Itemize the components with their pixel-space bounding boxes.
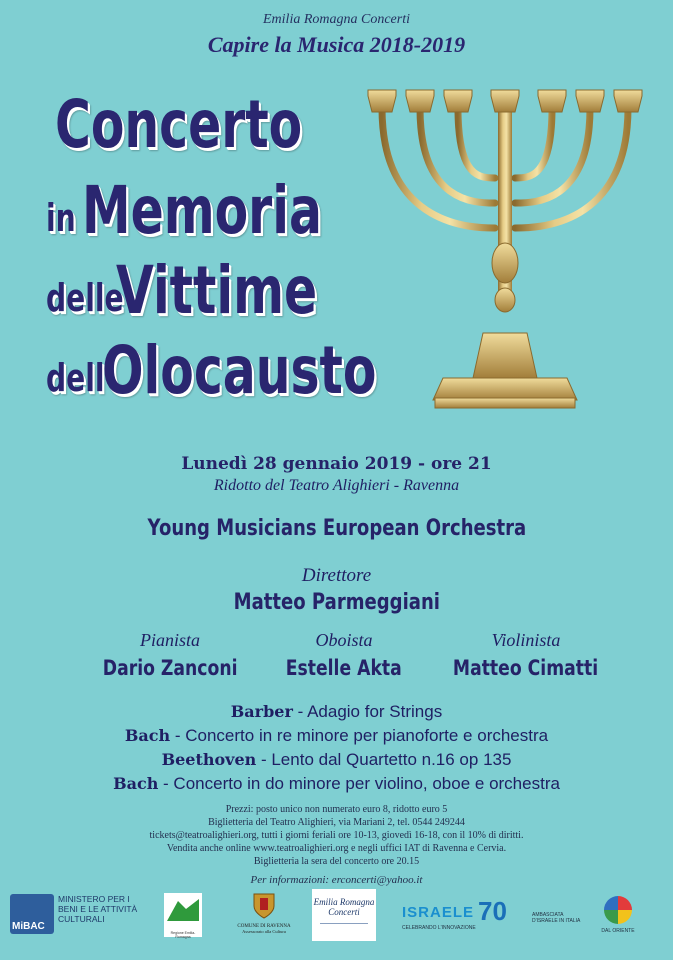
soloist-name-3: Matteo Cimatti [453, 656, 599, 680]
orchestra-label: Young Musicians European Orchestra [147, 516, 526, 541]
program-composer-2: Bach [124, 726, 171, 745]
program-composer-1: Barber [230, 702, 293, 721]
program-work-4: - Concerto in do minore per violino, oboe e orchestra [158, 774, 560, 793]
ambasciata-text: AMBASCIATA D'ISRAELE IN ITALIA [532, 912, 581, 924]
program-composer-3: Beethoven [161, 750, 257, 769]
israele-text: ISRAELE [402, 904, 475, 921]
soloist-role-1: Pianista [139, 630, 200, 650]
comune-crest [251, 892, 277, 920]
conductor-name-row [0, 590, 673, 615]
israele-number: 70 [478, 896, 507, 926]
erc-line2: Concerti [328, 907, 360, 917]
comune-text: COMUNE DI RAVENNA [237, 924, 291, 929]
conductor-role: Direttore [301, 565, 372, 586]
soloist-role-3: Violinista [491, 630, 561, 650]
title-small-dell: dell’ [46, 356, 116, 400]
soloist-name-3-wrap [416, 656, 636, 680]
ticket-line-4: Vendita anche online www.teatroalighieri.org e negli uffici IAT di Ravenna e Cervia. [166, 843, 507, 854]
orchestra-name [0, 516, 673, 541]
last-logo-text: DAL ORIENTE [601, 928, 635, 934]
ticket-line-2: Biglietteria del Teatro Alighieri, via Mariani 2, tel. 0544 249244 [208, 817, 465, 828]
program-work-2: - Concerto in re minore per pianoforte e orchestra [170, 726, 549, 745]
soloist-name-1: Dario Zanconi [102, 656, 238, 680]
logo-comune [232, 892, 296, 942]
season-title: Capire la Musica 2018-2019 [207, 32, 466, 57]
program-item-4 [0, 774, 673, 794]
ticket-line-1: Prezzi: posto unico non numerato euro 8, ridotto euro 5 [225, 804, 448, 815]
logo-last [600, 896, 636, 940]
title-memoria: Memoria [82, 172, 322, 249]
logo-erc [312, 889, 376, 941]
soloist-role-2: Oboista [315, 630, 373, 650]
title-small-delle: delle [46, 276, 124, 320]
comune-sub: Assessorato alla Cultura [242, 929, 286, 934]
title-line-4 [46, 332, 406, 412]
mibac-mark [10, 894, 54, 934]
event-date-time: Lunedì 28 gennaio 2019 - ore 21 [181, 454, 492, 474]
regione-mark [164, 893, 202, 927]
menorah-illustration [355, 78, 655, 418]
logo-regione [164, 893, 202, 937]
logo-mibac [10, 892, 148, 940]
color-wheel-icon [604, 896, 632, 924]
mibac-text: MINISTERO PER I BENI E LE ATTIVITÀ CULTURALI [58, 894, 138, 924]
ticket-line-3: tickets@teatroalighieri.org, tutti i giorni feriali ore 10-13, giovedì 16-18, con il 10% di diritti. [149, 830, 524, 841]
event-venue: Ridotto del Teatro Alighieri - Ravenna [213, 477, 460, 494]
israele-sub: CELEBRANDO L'INNOVAZIONE [402, 925, 476, 931]
info-line: Per informazioni: erconcerti@yahoo.it [250, 874, 423, 886]
conductor-name: Matteo Parmeggiani [233, 590, 440, 615]
title-olocausto: Olocausto [102, 332, 377, 409]
erc-rule [320, 923, 368, 924]
program-item-3 [0, 750, 673, 770]
title-line-3 [46, 252, 406, 332]
title-small-in: in [46, 196, 76, 240]
title-line-1: Concerto [55, 86, 303, 163]
title-line-2 [46, 172, 406, 252]
soloist-name-2: Estelle Akta [285, 656, 403, 680]
logo-israele [402, 898, 522, 938]
program-work-1: - Adagio for Strings [292, 702, 443, 721]
title-vittime: Vittime [116, 252, 318, 329]
program-composer-4: Bach [113, 774, 159, 793]
mibac-abbr: MiBAC [12, 921, 45, 932]
organizer: Emilia Romagna Concerti [263, 12, 410, 27]
program-item-1 [0, 702, 673, 722]
ticket-line-5: Biglietteria la sera del concerto ore 20.15 [253, 856, 420, 867]
erc-line1: Emilia Romagna [313, 897, 375, 907]
regione-text: Regione Emilia-Romagna [170, 931, 196, 939]
program-item-2 [0, 726, 673, 746]
program-work-3: - Lento dal Quartetto n.16 op 135 [256, 750, 512, 769]
